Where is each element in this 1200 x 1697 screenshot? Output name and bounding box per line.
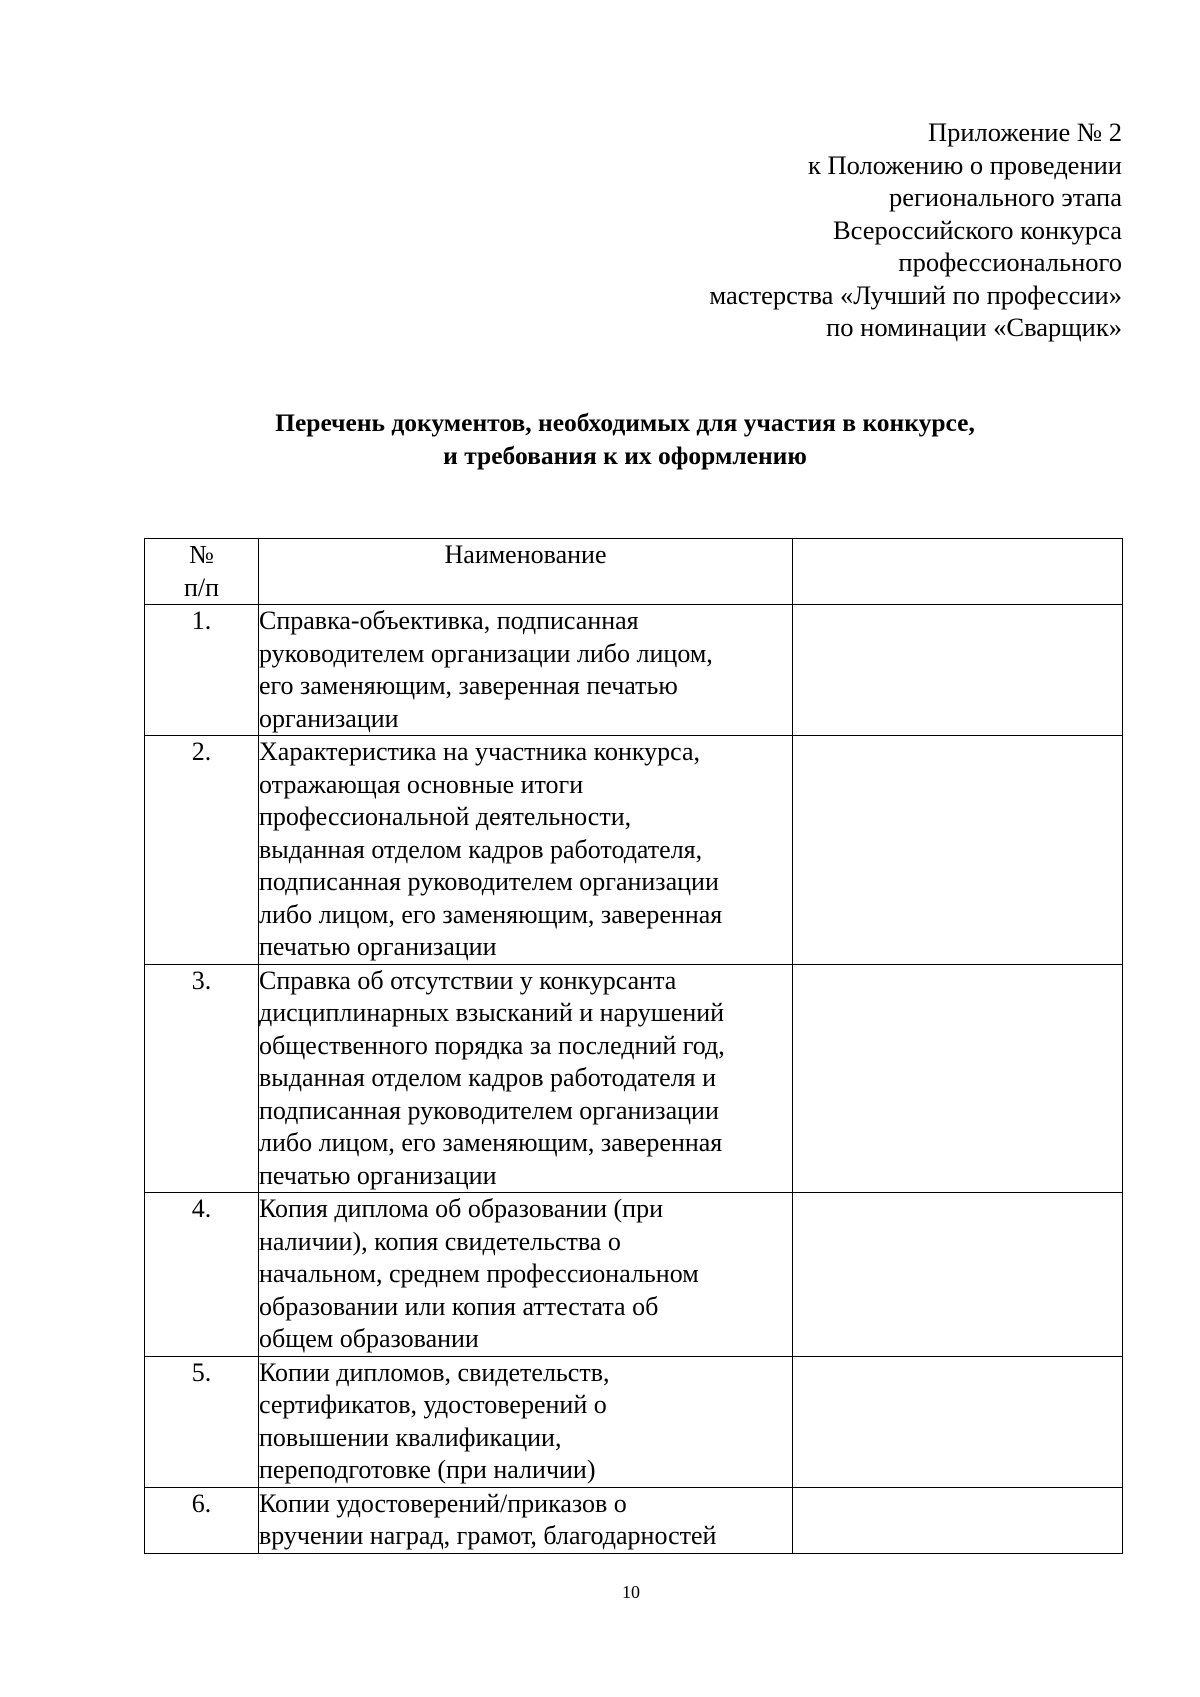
header-number-abbrev: п/п (183, 572, 220, 602)
table-row (145, 964, 1123, 1193)
table-row (145, 736, 1123, 965)
header-number-symbol: № (189, 540, 214, 569)
appendix-line: Всероссийского конкурса (832, 214, 1122, 245)
row-name-line: подписанная руководителем организации (259, 1095, 719, 1125)
row-name-line: дисциплинарных взысканий и нарушений (259, 998, 725, 1027)
table-row (145, 1193, 1123, 1357)
row-name-line: переподготовке (при наличии) (259, 1455, 596, 1484)
documents-table (144, 538, 1123, 1554)
row-name-line: печатью организации (259, 1160, 497, 1190)
row-number: 5. (145, 1356, 259, 1487)
row-name-line: выданная отделом кадров работодателя, (259, 834, 703, 864)
row-name-line: выданная отделом кадров работодателя и (259, 1063, 717, 1092)
row-name-line: организации (259, 703, 399, 733)
row-number: 6. (145, 1487, 259, 1553)
row-name-line: либо лицом, его заменяющим, заверенная (259, 899, 723, 929)
row-name-line: подписанная руководителем организации (259, 867, 719, 896)
title-line: и требования к их оформлению (443, 441, 807, 470)
row-name-line: сертификатов, удостоверений о (259, 1390, 607, 1419)
row-number: 1. (145, 605, 259, 736)
header-extra (793, 539, 1123, 605)
table-row (145, 1487, 1123, 1553)
row-name-line: руководителем организации либо лицом, (259, 638, 713, 668)
row-name-line: отражающая основные итоги (259, 769, 584, 799)
row-name-line: Копии удостоверений/приказов о (259, 1488, 627, 1518)
appendix-reference (560, 116, 1122, 344)
appendix-line: по номинации «Сварщик» (826, 312, 1122, 342)
table-row (145, 1356, 1123, 1487)
row-name-line: Характеристика на участника конкурса, (259, 737, 701, 766)
row-name-line: Справка об отсутствии у конкурсанта (259, 965, 677, 995)
row-name-line: вручении наград, грамот, благодарностей (259, 1521, 717, 1550)
row-name-line: либо лицом, его заменяющим, заверенная (259, 1128, 723, 1157)
appendix-line: профессионального (898, 247, 1122, 277)
row-name (259, 1487, 793, 1553)
header-name: Наименование (259, 539, 793, 605)
row-extra-cell (793, 736, 1123, 965)
row-number: 3. (145, 964, 259, 1193)
appendix-line: Приложение № 2 (927, 117, 1122, 147)
row-name-line: начальном, среднем профессиональном (259, 1259, 699, 1288)
row-name-line: печатью организации (259, 932, 497, 961)
row-extra-cell (793, 605, 1123, 736)
row-name (259, 605, 793, 736)
row-name (259, 1193, 793, 1357)
row-name-line: профессиональной деятельности, (259, 802, 632, 831)
row-name-line: повышении квалификации, (259, 1422, 562, 1452)
title-line: Перечень документов, необходимых для участия в конкурсе, (275, 408, 975, 437)
row-name-line: Справка-объективка, подписанная (259, 606, 639, 635)
table-row (145, 605, 1123, 736)
table-header-row (145, 539, 1123, 605)
appendix-line: к Положению о проведении (808, 149, 1122, 180)
row-name-line: Копии дипломов, свидетельств, (259, 1357, 610, 1387)
row-name-line: общественного порядка за последний год, (259, 1030, 725, 1060)
appendix-line: мастерства «Лучший по профессии» (709, 279, 1122, 310)
row-name-line: образовании или копия аттестата об (259, 1291, 659, 1321)
row-extra-cell (793, 1193, 1123, 1357)
row-name-line: Копия диплома об образовании (при (259, 1194, 664, 1223)
row-extra-cell (793, 964, 1123, 1193)
row-extra-cell (793, 1487, 1123, 1553)
row-name (259, 964, 793, 1193)
row-name (259, 1356, 793, 1487)
appendix-line: регионального этапа (889, 182, 1122, 212)
row-name (259, 736, 793, 965)
row-number: 4. (145, 1193, 259, 1357)
row-name-line: его заменяющим, заверенная печатью (259, 671, 678, 700)
row-extra-cell (793, 1356, 1123, 1487)
page-number: 10 (622, 1582, 640, 1602)
row-name-line: общем образовании (259, 1324, 479, 1353)
header-number (145, 539, 259, 605)
row-name-line: наличии), копия свидетельства о (259, 1226, 621, 1256)
document-title (140, 406, 1110, 472)
row-number: 2. (145, 736, 259, 965)
